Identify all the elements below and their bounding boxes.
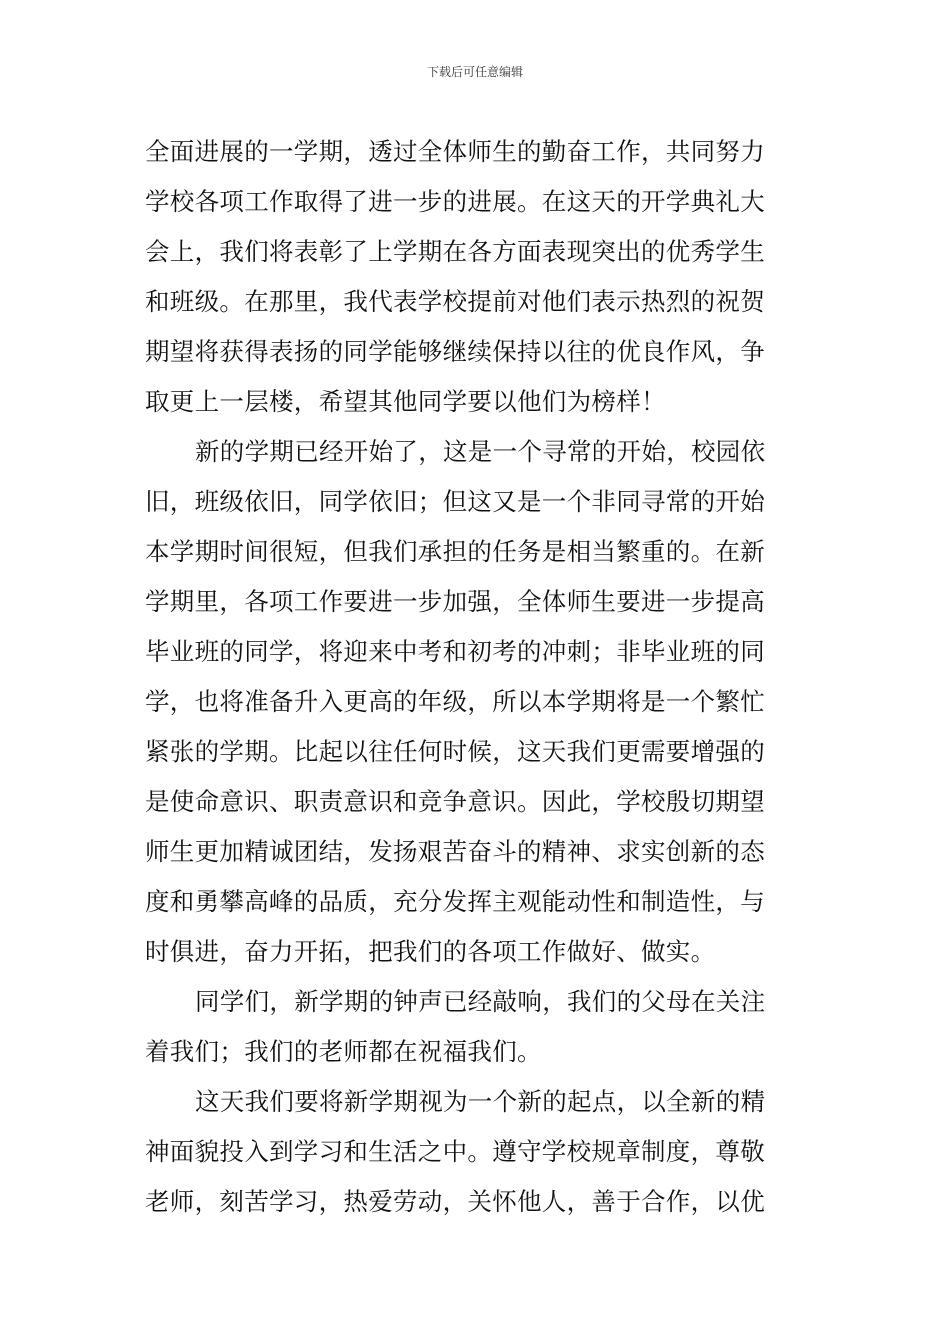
page-header: 下载后可任意编辑 (426, 65, 523, 79)
text-line: 着我们；我们的老师都在祝福我们。 (145, 1037, 542, 1066)
text-line: 会上，我们将表彰了上学期在各方面表现突出的优秀学生 (145, 237, 765, 266)
paragraph-start-line: 新的学期已经开始了，这是一个寻常的开始，校园依 (195, 437, 766, 466)
text-line: 旧，班级依旧，同学依旧；但这又是一个非同寻常的开始 (145, 487, 765, 516)
text-line: 是使命意识、职责意识和竞争意识。因此，学校殷切期望 (145, 787, 765, 816)
text-line: 时俱进，奋力开拓，把我们的各项工作做好、做实。 (145, 937, 716, 966)
document-body (145, 127, 815, 1227)
text-line: 学校各项工作取得了进一步的进展。在这天的开学典礼大 (145, 187, 765, 216)
text-line: 紧张的学期。比起以往任何时候，这天我们更需要增强的 (145, 737, 765, 766)
text-line: 期望将获得表扬的同学能够继续保持以往的优良作风，争 (145, 337, 765, 366)
text-line: 毕业班的同学，将迎来中考和初考的冲刺；非毕业班的同 (145, 637, 765, 666)
text-line: 学期里，各项工作要进一步加强，全体师生要进一步提高 (145, 587, 765, 616)
text-line: 全面进展的一学期，透过全体师生的勤奋工作，共同努力 (145, 137, 765, 166)
paragraph-start-line: 同学们，新学期的钟声已经敲响，我们的父母在关注 (195, 987, 766, 1016)
text-line: 取更上一层楼，希望其他同学要以他们为榜样！ (145, 387, 666, 416)
text-line: 度和勇攀高峰的品质，充分发挥主观能动性和制造性，与 (145, 887, 765, 916)
text-line: 和班级。在那里，我代表学校提前对他们表示热烈的祝贺 (145, 287, 765, 316)
text-line: 学，也将准备升入更高的年级，所以本学期将是一个繁忙 (145, 687, 765, 716)
text-line: 神面貌投入到学习和生活之中。遵守学校规章制度，尊敬 (145, 1137, 765, 1166)
text-line: 老师，刻苦学习，热爱劳动，关怀他人，善于合作，以优 (145, 1187, 765, 1216)
paragraph-start-line: 这天我们要将新学期视为一个新的起点，以全新的精 (195, 1087, 766, 1116)
text-line: 本学期时间很短，但我们承担的任务是相当繁重的。在新 (145, 537, 765, 566)
text-line: 师生更加精诚团结，发扬艰苦奋斗的精神、求实创新的态 (145, 837, 765, 866)
